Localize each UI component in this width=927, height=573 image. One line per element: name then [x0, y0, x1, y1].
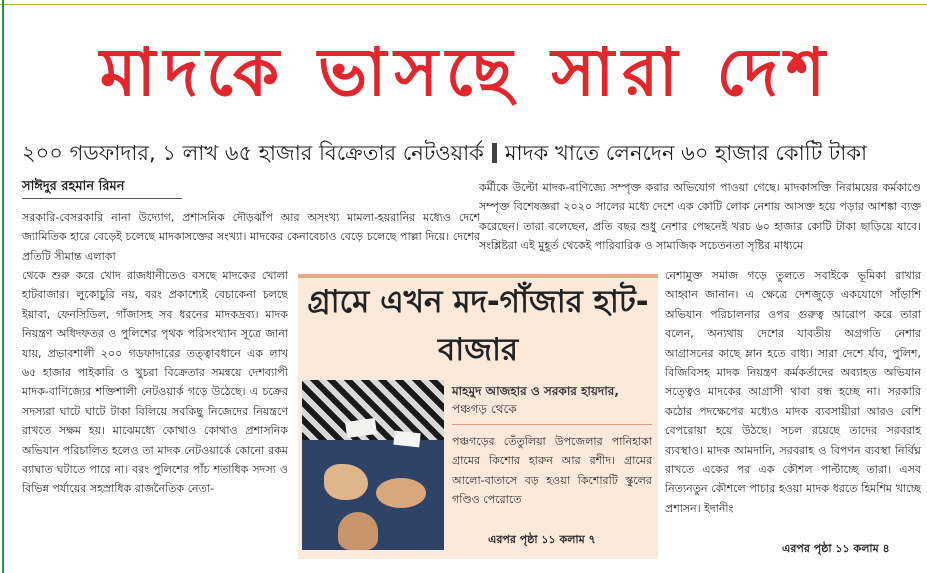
subheadline-separator [492, 143, 497, 163]
body-right-column: নেশামুক্ত সমাজ গড়ে তুলতে সবাইকে ভূমিকা রাখার আহ্বান জানান। এ ক্ষেত্রে দেশজুড়ে একযোগে সাঁড়াশি অভিযান পরিচালনার ওপর গুরুত্ব আরোপ করে তারা বলেন, অন্যথায় দেশের যাবতীয় অগ্রগতি নেশার আগ্রাসনের কাছে ম্লান হতে বাধ্য। সারা দেশে র্যাব, পুলিশ, বিজিবিসহ মাদক নিয়ন্ত্রণ কর্মকর্তাদের অব্যাহত অভিযান সত্ত্বেও মাদকের আগ্রাসী থাবা বন্ধ হচ্ছে না। সরকারি কঠোর পদক্ষেপের মধ্যেও মাদক ব্যবসায়ীরা আরও বেশি বেপরোয়া হয়ে উঠছে। সচল রয়েছে তাদের সরবরাহ ব্যবস্থাও। মাদক আমদানি, সরবরাহ ও বিপণন ব্যবস্থা নির্বিঘ্ন রাখতে একের পর এক কৌশল পাল্টাচ্ছে তারা। এসব নিত্যনতুন কৌশলে পাচার হওয়া মাদক ধরতে হিমশিম খাচ্ছে প্রশাসন। ইদানীং [665, 269, 921, 515]
body-left-column: থেকে শুরু করে খোদ রাজধানীতেও বসছে মাদকের খোলা হাটবাজার। লুকোচুরি নয়, বরং প্রকাশ্যেই বেচাকেনা চলছে ইয়াবা, ফেনসিডিল, গাঁজাসহ সব ধরনের মাদকদ্রব্য। মাদক নিয়ন্ত্রণ অধিদফতর ও পুলিশের পৃথক পরিসংখ্যান সূত্রে জানা যায়, প্রভাবশালী ২০০ গডফাদারের তত্ত্বাবধানে এক লাখ ৬৫ হাজার পাইকারি ও খুচরা বিক্রেতার সমন্বয়ে দেশব্যাপী মাদক-বাণিজ্যের শক্তিশালী নেটওয়ার্ক গড়ে উঠেছে। এ চক্রের সদস্যরা ঘাটে ঘাটে টাকা বিলিয়ে সবকিছু নিজেদের নিয়ন্ত্রণে রাখতে সক্ষম হয়। মাঝেমধ্যে কোথাও কোথাও প্রশাসনিক অভিযান পরিচালিত হলেও তা মাদক নেটওয়ার্কে কোনো রকম ব্যাঘাত ঘটাতে পারে না। বরং পুলিশের পাঁচ শতাধিক সদস্য ও বিভিন্ন পর্যায়ের সহস্রাধিক রাজনৈতিক নেতা- [22, 269, 288, 496]
inset-byline-rule [452, 424, 652, 425]
inset-title: গ্রামে এখন মদ-গাঁজার হাট-বাজার [307, 284, 649, 368]
byline-underline [22, 198, 182, 199]
body-left-top: সরকারি-বেসরকারি নানা উদ্যোগ, প্রশাসনিক দৌড়ঝাঁপ আর অসংখ্য মামলা-হয়রানির মধ্যেও দেশে জ্যামিতিক হারে বেড়েই চলেছে মাদকাসক্তের সংখ্যা। মাদকের কেনাবেচাও বেড়ে চলেছে পাল্লা দিয়ে। দেশের প্রতিটি সীমান্ত এলাকা [22, 211, 480, 263]
inset-byline [452, 382, 652, 418]
headline: মাদকে ভাসছে সারা দেশ [99, 34, 834, 111]
photo-hand [376, 478, 426, 508]
photo-hand [324, 464, 368, 500]
subheadline-left: ২০০ গডফাদার, ১ লাখ ৬৫ হাজার বিক্রেতার নেটওয়ার্ক [22, 141, 484, 165]
top-rule [0, 4, 927, 5]
byline: সাঈদুর রহমান রিমন [22, 179, 125, 194]
body-right-top: কর্মীকে উল্টো মাদক-বাণিজ্যে সম্পৃক্ত করার অভিযোগ পাওয়া গেছে। মাদকাসক্তি নিরাময়ের কর্মকাণ্ডে সম্পৃক্ত বিশেষজ্ঞরা ২০২০ সালের মধ্যে দেশে এক কোটি লোক নেশায় আসক্ত হয়ে পড়ার আশঙ্কা ব্যক্ত করেছেন। তারা বলেছেন, প্রতি বছর শুধু নেশার পেছনেই খরচ ৬০ হাজার কোটি টাকা ছাড়িয়ে যাবে। সংশ্লিষ্টরা এই মুহূর্ত থেকেই পারিবারিক ও সামাজিক সচেতনতা সৃষ্টির মাধ্যমে [479, 181, 921, 253]
inset-body: পঞ্চগড়ের তেঁতুলিয়া উপজেলার পানিহাকা গ্রামের কিশোর হারুন আর রশীদ। গ্রামের আলো-বাতাসে বড় হওয়া কিশোরটি স্কুলের গণ্ডিও পেরোতে [452, 435, 652, 507]
inset-continued-link[interactable]: এরপর পৃষ্ঠা ১১ কলাম ৭ [488, 533, 596, 546]
subheadline [22, 138, 922, 168]
inset-byline-place: পঞ্চগড় থেকে [452, 402, 517, 416]
inset-byline-authors: মাহমুদ আজহার ও সরকার হায়দার, [452, 384, 619, 398]
subheadline-right: মাদক খাতে লেনদেন ৬০ হাজার কোটি টাকা [504, 141, 868, 165]
photo-hand [338, 512, 378, 550]
left-margin-rule [2, 0, 4, 573]
newspaper-photo-icon [302, 380, 444, 550]
continued-link[interactable]: এরপর পৃষ্ঠা ১১ কলাম ৪ [782, 542, 890, 555]
photo-packet [393, 431, 420, 448]
